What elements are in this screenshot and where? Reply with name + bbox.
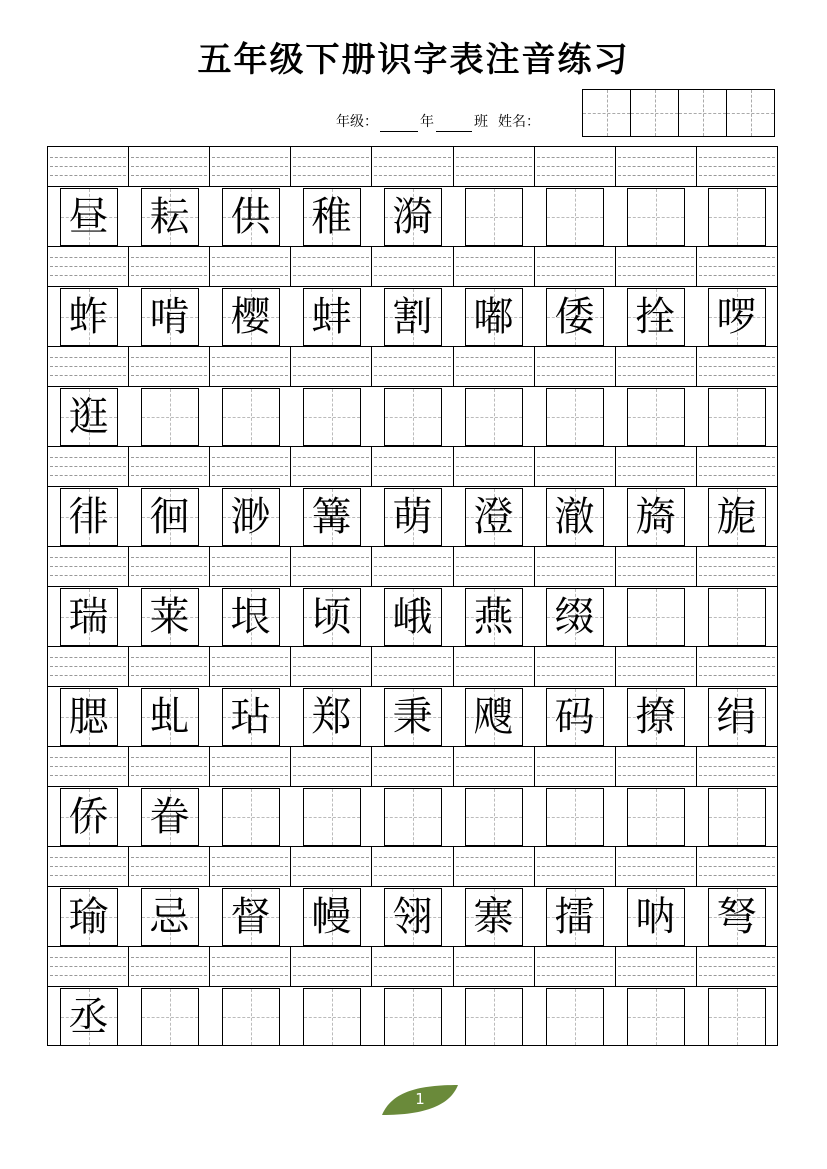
character-box	[546, 688, 604, 746]
pinyin-cell[interactable]	[454, 147, 535, 186]
pinyin-cell[interactable]	[697, 247, 777, 286]
pinyin-cell[interactable]	[129, 347, 210, 386]
character-box[interactable]	[708, 588, 766, 646]
character: 徊	[149, 493, 190, 540]
character-box[interactable]	[384, 388, 442, 446]
character: 樱	[230, 293, 271, 340]
character: 翎	[392, 893, 433, 940]
character: 绢	[716, 693, 757, 740]
pinyin-cell[interactable]	[372, 747, 453, 786]
character-box	[141, 788, 199, 846]
character-box	[465, 488, 523, 546]
character-box	[303, 488, 361, 546]
pinyin-cell[interactable]	[535, 647, 616, 686]
character-row	[48, 387, 777, 447]
character-box	[384, 588, 442, 646]
character-box	[222, 588, 280, 646]
name-writing-grid[interactable]	[582, 89, 775, 137]
character-box	[627, 688, 685, 746]
pinyin-cell[interactable]	[697, 347, 777, 386]
character-box[interactable]	[465, 188, 523, 246]
character-box[interactable]	[222, 388, 280, 446]
character-box[interactable]	[708, 788, 766, 846]
pinyin-cell[interactable]	[616, 447, 697, 486]
character: 丞	[68, 994, 109, 1040]
pinyin-cell[interactable]	[535, 547, 616, 586]
character: 蚌	[311, 293, 352, 340]
character: 澄	[473, 493, 514, 540]
pinyin-cell[interactable]	[535, 147, 616, 186]
pinyin-cell[interactable]	[291, 447, 372, 486]
character-row	[48, 787, 777, 847]
character-box	[708, 888, 766, 946]
pinyin-cell[interactable]	[535, 447, 616, 486]
pinyin-cell[interactable]	[48, 447, 129, 486]
character: 忌	[149, 893, 190, 940]
pinyin-cell[interactable]	[535, 347, 616, 386]
character-box[interactable]	[222, 788, 280, 846]
practice-row	[48, 247, 777, 347]
pinyin-cell[interactable]	[372, 847, 453, 886]
pinyin-cell[interactable]	[210, 947, 291, 986]
character-box	[141, 888, 199, 946]
practice-row	[48, 947, 777, 1047]
class-blank[interactable]	[436, 117, 472, 132]
character-box	[465, 588, 523, 646]
year-label: 年	[420, 114, 434, 130]
character-box	[384, 488, 442, 546]
character-box[interactable]	[141, 388, 199, 446]
character-box	[384, 888, 442, 946]
pinyin-cell[interactable]	[454, 247, 535, 286]
grade-label: 年级：	[336, 114, 378, 130]
pinyin-row	[48, 847, 777, 887]
character-box	[303, 288, 361, 346]
pinyin-cell[interactable]	[48, 347, 129, 386]
character-box[interactable]	[141, 988, 199, 1046]
character-box	[60, 588, 118, 646]
pinyin-cell[interactable]	[372, 447, 453, 486]
practice-row	[48, 647, 777, 747]
character-box[interactable]	[708, 188, 766, 246]
character-box	[303, 188, 361, 246]
pinyin-cell[interactable]	[616, 547, 697, 586]
character: 逛	[68, 393, 109, 440]
pinyin-cell[interactable]	[48, 647, 129, 686]
character-box	[708, 488, 766, 546]
character-box	[60, 788, 118, 846]
character-box	[60, 488, 118, 546]
pinyin-cell[interactable]	[291, 747, 372, 786]
character: 瑜	[68, 893, 109, 940]
pinyin-row	[48, 147, 777, 187]
pinyin-cell[interactable]	[291, 147, 372, 186]
character-box	[303, 688, 361, 746]
pinyin-row	[48, 547, 777, 587]
pinyin-row	[48, 947, 777, 987]
character: 峨	[392, 593, 433, 640]
pinyin-cell[interactable]	[697, 747, 777, 786]
character-box[interactable]	[627, 588, 685, 646]
character-box	[60, 388, 118, 446]
character-box	[222, 188, 280, 246]
pinyin-cell[interactable]	[129, 747, 210, 786]
character: 玷	[230, 693, 271, 740]
pinyin-cell[interactable]	[48, 847, 129, 886]
character-box[interactable]	[384, 788, 442, 846]
grade-blank[interactable]	[380, 117, 418, 132]
character-box	[141, 188, 199, 246]
character-row	[48, 887, 777, 947]
character: 虬	[149, 693, 190, 740]
pinyin-cell[interactable]	[291, 947, 372, 986]
pinyin-cell[interactable]	[454, 847, 535, 886]
pinyin-row	[48, 247, 777, 287]
character: 篝	[311, 493, 352, 540]
pinyin-row	[48, 347, 777, 387]
pinyin-cell[interactable]	[129, 147, 210, 186]
pinyin-cell[interactable]	[616, 747, 697, 786]
character-row	[48, 287, 777, 347]
practice-row	[48, 547, 777, 647]
pinyin-cell[interactable]	[535, 947, 616, 986]
page-number: 1	[415, 1090, 425, 1108]
character-box	[141, 488, 199, 546]
pinyin-cell[interactable]	[210, 347, 291, 386]
character-box[interactable]	[546, 388, 604, 446]
pinyin-cell[interactable]	[48, 147, 129, 186]
pinyin-cell[interactable]	[48, 247, 129, 286]
pinyin-cell[interactable]	[697, 947, 777, 986]
practice-row	[48, 447, 777, 547]
pinyin-cell[interactable]	[697, 847, 777, 886]
character-box	[708, 688, 766, 746]
name-cell[interactable]	[583, 89, 631, 137]
character: 昼	[68, 193, 109, 240]
pinyin-cell[interactable]	[697, 147, 777, 186]
pinyin-cell[interactable]	[372, 547, 453, 586]
practice-row	[48, 747, 777, 847]
character: 侨	[68, 793, 109, 840]
character: 拴	[635, 293, 676, 340]
character-box	[141, 588, 199, 646]
pinyin-cell[interactable]	[372, 647, 453, 686]
character-box[interactable]	[708, 988, 766, 1046]
pinyin-cell[interactable]	[210, 747, 291, 786]
practice-sheet	[47, 146, 778, 1046]
character: 澈	[554, 493, 595, 540]
character-box	[60, 688, 118, 746]
character: 撩	[635, 693, 676, 740]
pinyin-cell[interactable]	[535, 747, 616, 786]
pinyin-cell[interactable]	[454, 647, 535, 686]
character: 飕	[473, 693, 514, 740]
character-box	[546, 288, 604, 346]
character: 弩	[716, 893, 757, 940]
pinyin-cell[interactable]	[454, 547, 535, 586]
pinyin-cell[interactable]	[129, 847, 210, 886]
pinyin-cell[interactable]	[616, 647, 697, 686]
character-box	[465, 688, 523, 746]
pinyin-row	[48, 447, 777, 487]
character: 擂	[554, 893, 595, 940]
character-box[interactable]	[465, 988, 523, 1046]
class-label: 班	[474, 114, 488, 130]
character-box[interactable]	[627, 388, 685, 446]
character-box[interactable]	[465, 788, 523, 846]
pinyin-cell[interactable]	[372, 147, 453, 186]
character: 供	[230, 193, 271, 240]
character-box	[222, 288, 280, 346]
character: 眷	[149, 793, 190, 840]
character-box	[627, 488, 685, 546]
character: 稚	[311, 193, 352, 240]
character-row	[48, 187, 777, 247]
pinyin-cell[interactable]	[48, 747, 129, 786]
pinyin-cell[interactable]	[291, 847, 372, 886]
character-box	[384, 688, 442, 746]
character-row	[48, 587, 777, 647]
character: 嘟	[473, 293, 514, 340]
character-box	[546, 588, 604, 646]
character: 蚱	[68, 293, 109, 340]
character: 寨	[473, 893, 514, 940]
character: 渺	[230, 493, 271, 540]
pinyin-cell[interactable]	[291, 247, 372, 286]
character-box	[60, 188, 118, 246]
character: 旎	[716, 493, 757, 540]
pinyin-cell[interactable]	[535, 247, 616, 286]
pinyin-cell[interactable]	[372, 247, 453, 286]
character-box[interactable]	[627, 788, 685, 846]
pinyin-row	[48, 747, 777, 787]
character: 莱	[149, 593, 190, 640]
character: 幔	[311, 893, 352, 940]
character: 秉	[392, 693, 433, 740]
character: 缀	[554, 593, 595, 640]
page-title: 五年级下册识字表注音练习	[197, 40, 630, 80]
pinyin-cell[interactable]	[48, 547, 129, 586]
character-box	[627, 888, 685, 946]
character-box	[627, 288, 685, 346]
character-box[interactable]	[303, 988, 361, 1046]
character-box	[60, 988, 118, 1046]
character-box	[384, 288, 442, 346]
character-row	[48, 687, 777, 747]
character: 啃	[149, 293, 190, 340]
character-box[interactable]	[546, 788, 604, 846]
pinyin-cell[interactable]	[210, 847, 291, 886]
character-box	[141, 688, 199, 746]
character-box	[141, 288, 199, 346]
character-box[interactable]	[303, 788, 361, 846]
pinyin-cell[interactable]	[210, 547, 291, 586]
practice-row	[48, 847, 777, 947]
pinyin-cell[interactable]	[129, 547, 210, 586]
pinyin-cell[interactable]	[616, 247, 697, 286]
character: 顷	[311, 593, 352, 640]
pinyin-cell[interactable]	[454, 347, 535, 386]
pinyin-cell[interactable]	[48, 947, 129, 986]
pinyin-cell[interactable]	[372, 347, 453, 386]
pinyin-cell[interactable]	[454, 747, 535, 786]
pinyin-cell[interactable]	[697, 647, 777, 686]
character: 旖	[635, 493, 676, 540]
character: 徘	[68, 493, 109, 540]
character: 萌	[392, 493, 433, 540]
character: 垠	[230, 593, 271, 640]
student-info-line	[336, 112, 540, 132]
pinyin-cell[interactable]	[291, 647, 372, 686]
character-box	[303, 588, 361, 646]
character: 燕	[473, 593, 514, 640]
character: 呐	[635, 893, 676, 940]
character-box[interactable]	[222, 988, 280, 1046]
pinyin-cell[interactable]	[454, 947, 535, 986]
character: 郑	[311, 693, 352, 740]
pinyin-cell[interactable]	[697, 547, 777, 586]
character-box	[222, 688, 280, 746]
character: 割	[392, 293, 433, 340]
character-box	[60, 288, 118, 346]
character-box[interactable]	[303, 388, 361, 446]
character-box	[303, 888, 361, 946]
character-box[interactable]	[546, 188, 604, 246]
character-box	[465, 288, 523, 346]
pinyin-row	[48, 647, 777, 687]
character-row	[48, 487, 777, 547]
pinyin-cell[interactable]	[616, 847, 697, 886]
pinyin-cell[interactable]	[372, 947, 453, 986]
pinyin-cell[interactable]	[129, 447, 210, 486]
pinyin-cell[interactable]	[616, 147, 697, 186]
character-box	[546, 888, 604, 946]
character-box[interactable]	[708, 388, 766, 446]
name-cell[interactable]	[727, 89, 775, 137]
pinyin-cell[interactable]	[129, 947, 210, 986]
character-box[interactable]	[627, 188, 685, 246]
pinyin-cell[interactable]	[291, 547, 372, 586]
character-row	[48, 987, 777, 1047]
pinyin-cell[interactable]	[291, 347, 372, 386]
character: 啰	[716, 293, 757, 340]
character-box[interactable]	[384, 988, 442, 1046]
character-box	[222, 488, 280, 546]
pinyin-cell[interactable]	[454, 447, 535, 486]
pinyin-cell[interactable]	[210, 147, 291, 186]
name-cell[interactable]	[631, 89, 679, 137]
pinyin-cell[interactable]	[535, 847, 616, 886]
pinyin-cell[interactable]	[129, 247, 210, 286]
practice-row	[48, 147, 777, 247]
character: 腮	[68, 693, 109, 740]
character-box	[222, 888, 280, 946]
character: 码	[554, 693, 595, 740]
character: 瑞	[68, 593, 109, 640]
character-box	[60, 888, 118, 946]
pinyin-cell[interactable]	[697, 447, 777, 486]
character: 漪	[392, 193, 433, 240]
character: 耘	[149, 193, 190, 240]
name-cell[interactable]	[679, 89, 727, 137]
character-box	[384, 188, 442, 246]
character-box[interactable]	[546, 988, 604, 1046]
pinyin-cell[interactable]	[616, 947, 697, 986]
name-label: 姓名：	[498, 114, 540, 130]
character-box	[708, 288, 766, 346]
character: 倭	[554, 293, 595, 340]
pinyin-cell[interactable]	[210, 447, 291, 486]
pinyin-cell[interactable]	[129, 647, 210, 686]
practice-row	[48, 347, 777, 447]
pinyin-cell[interactable]	[210, 247, 291, 286]
character: 督	[230, 893, 271, 940]
character-box	[465, 888, 523, 946]
character-box[interactable]	[627, 988, 685, 1046]
character-box[interactable]	[465, 388, 523, 446]
pinyin-cell[interactable]	[210, 647, 291, 686]
character-box	[546, 488, 604, 546]
pinyin-cell[interactable]	[616, 347, 697, 386]
